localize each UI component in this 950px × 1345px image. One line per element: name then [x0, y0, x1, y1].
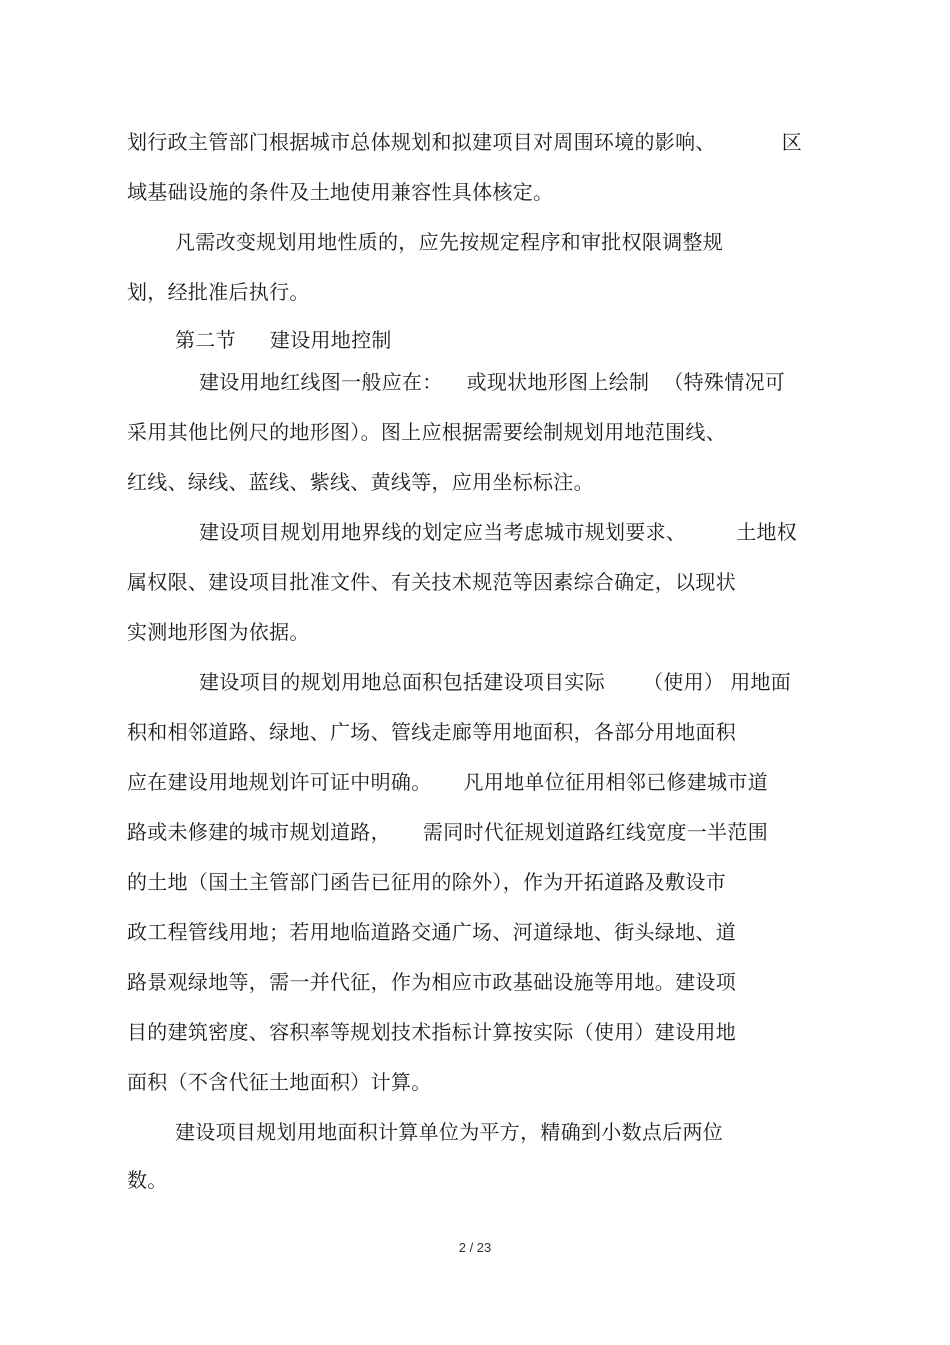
text-segment: 红线、绿线、蓝线、紫线、黄线等，应用坐标标注。	[127, 470, 594, 494]
text-segment: 建设用地红线图一般应在：	[199, 370, 443, 394]
text-line	[127, 718, 736, 746]
text-segment: （特殊情况可	[663, 370, 786, 394]
page-number: 2 / 23	[458, 1240, 492, 1255]
text-segment: 凡用地单位征用相邻已修建城市道	[463, 770, 768, 794]
text-segment: 域基础设施的条件及土地使用兼容性具体核定。	[127, 180, 554, 204]
text-segment: 目的建筑密度、容积率等规划技术指标计算按实际（使用）建设用地	[127, 1020, 736, 1044]
text-line	[127, 568, 736, 596]
text-segment: 面积（不含代征土地面积）计算。	[127, 1070, 432, 1094]
section-heading	[175, 326, 392, 354]
text-line	[127, 1166, 168, 1194]
text-segment: 应在建设用地规划许可证中明确。	[127, 770, 432, 794]
text-line	[199, 668, 791, 696]
section-title: 建设用地控制	[269, 328, 392, 352]
text-segment: 政工程管线用地；若用地临道路交通广场、河道绿地、街头绿地、道	[127, 920, 736, 944]
text-line	[127, 618, 310, 646]
text-segment: 积和相邻道路、绿地、广场、管线走廊等用地面积，各部分用地面积	[127, 720, 736, 744]
text-segment: 用地面	[730, 670, 792, 694]
text-segment: 建设项目规划用地面积计算单位为平方，精确到小数点后两位	[175, 1120, 724, 1144]
text-line	[199, 368, 785, 396]
text-segment: 路景观绿地等，需一并代征，作为相应市政基础设施等用地。建设项	[127, 970, 736, 994]
text-line	[127, 768, 768, 796]
text-line	[175, 228, 723, 256]
text-segment: 划行政主管部门根据城市总体规划和拟建项目对周围环境的影响、	[127, 130, 716, 154]
text-line	[127, 968, 736, 996]
text-line	[127, 178, 553, 206]
text-segment: （使用）	[643, 670, 725, 694]
text-line	[127, 418, 726, 446]
text-line	[127, 1018, 736, 1046]
text-line	[127, 128, 802, 156]
text-segment: 凡需改变规划用地性质的，应先按规定程序和审批权限调整规	[175, 230, 724, 254]
text-segment: 或现状地形图上绘制	[466, 370, 650, 394]
text-line	[127, 278, 310, 306]
text-segment: 需同时代征规划道路红线宽度一半范围	[422, 820, 769, 844]
text-segment: 建设项目的规划用地总面积包括建设项目实际	[199, 670, 605, 694]
text-segment: 建设项目规划用地界线的划定应当考虑城市规划要求、	[199, 520, 687, 544]
text-segment: 划，经批准后执行。	[127, 280, 310, 304]
text-line	[175, 1118, 723, 1146]
text-line	[127, 918, 736, 946]
text-segment: 属权限、建设项目批准文件、有关技术规范等因素综合确定，以现状	[127, 570, 736, 594]
text-segment: 数。	[127, 1168, 168, 1192]
text-line	[127, 818, 768, 846]
text-segment: 路或未修建的城市规划道路，	[127, 820, 391, 844]
text-segment: 采用其他比例尺的地形图）。图上应根据需要绘制规划用地范围线、	[127, 420, 726, 444]
text-segment: 的土地（国土主管部门函告已征用的除外），作为开拓道路及敷设市	[127, 870, 726, 894]
text-line	[127, 1068, 432, 1096]
text-segment: 土地权	[736, 520, 798, 544]
text-segment: 区	[781, 130, 803, 154]
text-segment: 实测地形图为依据。	[127, 620, 310, 644]
text-line	[127, 468, 594, 496]
text-line	[199, 518, 797, 546]
section-number: 第二节	[175, 328, 236, 352]
text-line	[127, 868, 726, 896]
